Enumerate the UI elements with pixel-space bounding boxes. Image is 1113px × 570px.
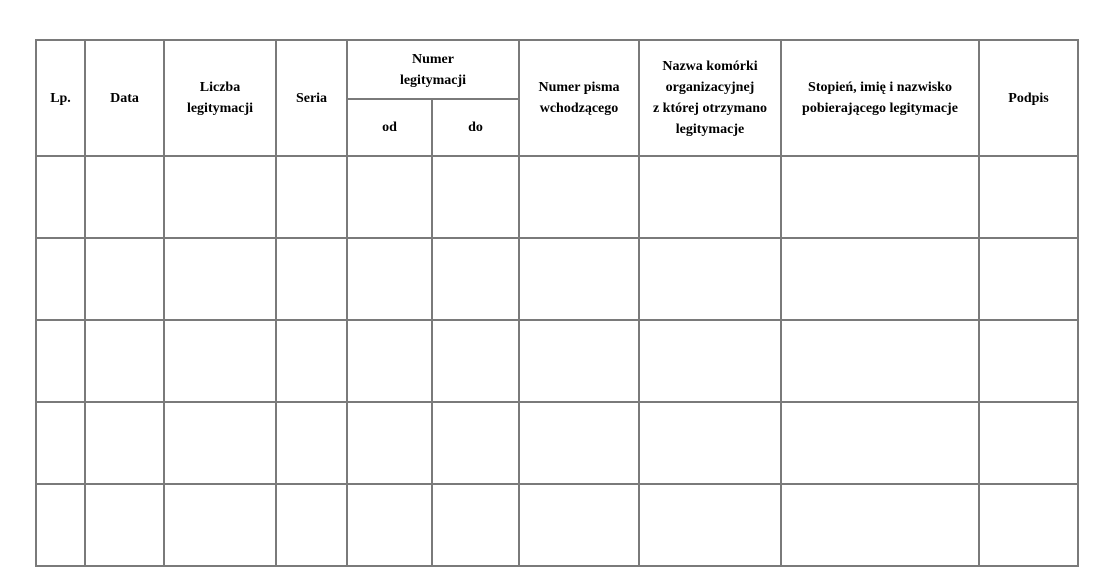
- cell-data[interactable]: [85, 156, 164, 238]
- cell-do[interactable]: [432, 238, 519, 320]
- cell-nazwa-komorki[interactable]: [639, 320, 781, 402]
- table-row: [36, 484, 1078, 566]
- col-header-liczba-line2: legitymacji: [186, 101, 254, 116]
- cell-nazwa-komorki[interactable]: [639, 484, 781, 566]
- table-row: [36, 238, 1078, 320]
- cell-stopien[interactable]: [781, 238, 979, 320]
- col-header-komorka-line4: legitymacje: [675, 122, 745, 137]
- col-header-data: Data: [85, 40, 164, 156]
- col-header-numer-line1: Numer: [412, 51, 454, 67]
- cell-data[interactable]: [85, 402, 164, 484]
- cell-seria[interactable]: [276, 238, 347, 320]
- cell-do[interactable]: [432, 156, 519, 238]
- col-header-pismo-line2: wchodzącego: [539, 101, 619, 116]
- cell-numer-pisma[interactable]: [519, 484, 639, 566]
- cell-seria[interactable]: [276, 156, 347, 238]
- table-row: [36, 156, 1078, 238]
- cell-lp[interactable]: [36, 156, 85, 238]
- col-header-lp: Lp.: [36, 40, 85, 156]
- cell-podpis[interactable]: [979, 402, 1078, 484]
- col-header-do: do: [432, 99, 519, 156]
- cell-nazwa-komorki[interactable]: [639, 402, 781, 484]
- cell-stopien[interactable]: [781, 320, 979, 402]
- cell-numer-pisma[interactable]: [519, 238, 639, 320]
- col-header-komorka-line1: Nazwa komórki: [662, 59, 758, 74]
- cell-data[interactable]: [85, 238, 164, 320]
- cell-od[interactable]: [347, 156, 432, 238]
- cell-liczba[interactable]: [164, 320, 276, 402]
- cell-podpis[interactable]: [979, 320, 1078, 402]
- cell-stopien[interactable]: [781, 156, 979, 238]
- cell-liczba[interactable]: [164, 238, 276, 320]
- cell-seria[interactable]: [276, 320, 347, 402]
- cell-do[interactable]: [432, 484, 519, 566]
- cell-podpis[interactable]: [979, 156, 1078, 238]
- cell-nazwa-komorki[interactable]: [639, 156, 781, 238]
- cell-seria[interactable]: [276, 402, 347, 484]
- cell-do[interactable]: [432, 402, 519, 484]
- cell-liczba[interactable]: [164, 402, 276, 484]
- table-body: [36, 156, 1078, 566]
- cell-numer-pisma[interactable]: [519, 156, 639, 238]
- table-row: [36, 402, 1078, 484]
- col-header-numer-line2: legitymacji: [399, 72, 467, 88]
- cell-seria[interactable]: [276, 484, 347, 566]
- col-header-numer-legitymacji: [347, 40, 519, 99]
- col-header-liczba-line1: Liczba: [199, 80, 241, 95]
- cell-podpis[interactable]: [979, 484, 1078, 566]
- legitimation-register-table: [35, 39, 1079, 567]
- cell-numer-pisma[interactable]: [519, 402, 639, 484]
- cell-lp[interactable]: [36, 402, 85, 484]
- cell-numer-pisma[interactable]: [519, 320, 639, 402]
- cell-stopien[interactable]: [781, 484, 979, 566]
- table-row: [36, 320, 1078, 402]
- cell-data[interactable]: [85, 484, 164, 566]
- cell-od[interactable]: [347, 238, 432, 320]
- col-header-komorka-line2: organizacyjnej: [665, 80, 755, 95]
- cell-lp[interactable]: [36, 238, 85, 320]
- cell-nazwa-komorki[interactable]: [639, 238, 781, 320]
- header-row-top: [36, 40, 1078, 99]
- col-header-stopien-imie-nazwisko: [781, 40, 979, 156]
- cell-lp[interactable]: [36, 484, 85, 566]
- cell-od[interactable]: [347, 484, 432, 566]
- cell-od[interactable]: [347, 402, 432, 484]
- col-header-stopien-line2: pobierającego legitymacje: [802, 101, 958, 116]
- col-header-nazwa-komorki: [639, 40, 781, 156]
- cell-lp[interactable]: [36, 320, 85, 402]
- cell-podpis[interactable]: [979, 238, 1078, 320]
- cell-od[interactable]: [347, 320, 432, 402]
- col-header-od: od: [347, 99, 432, 156]
- col-header-numer-pisma: [519, 40, 639, 156]
- table-header: [36, 40, 1078, 156]
- cell-do[interactable]: [432, 320, 519, 402]
- col-header-liczba-legitymacji: [164, 40, 276, 156]
- col-header-pismo-line1: Numer pisma: [538, 80, 620, 95]
- col-header-stopien-line1: Stopień, imię i nazwisko: [808, 80, 952, 95]
- cell-liczba[interactable]: [164, 484, 276, 566]
- cell-liczba[interactable]: [164, 156, 276, 238]
- col-header-podpis: Podpis: [979, 40, 1078, 156]
- col-header-seria: Seria: [276, 40, 347, 156]
- col-header-komorka-line3: z której otrzymano: [652, 101, 768, 116]
- cell-stopien[interactable]: [781, 402, 979, 484]
- cell-data[interactable]: [85, 320, 164, 402]
